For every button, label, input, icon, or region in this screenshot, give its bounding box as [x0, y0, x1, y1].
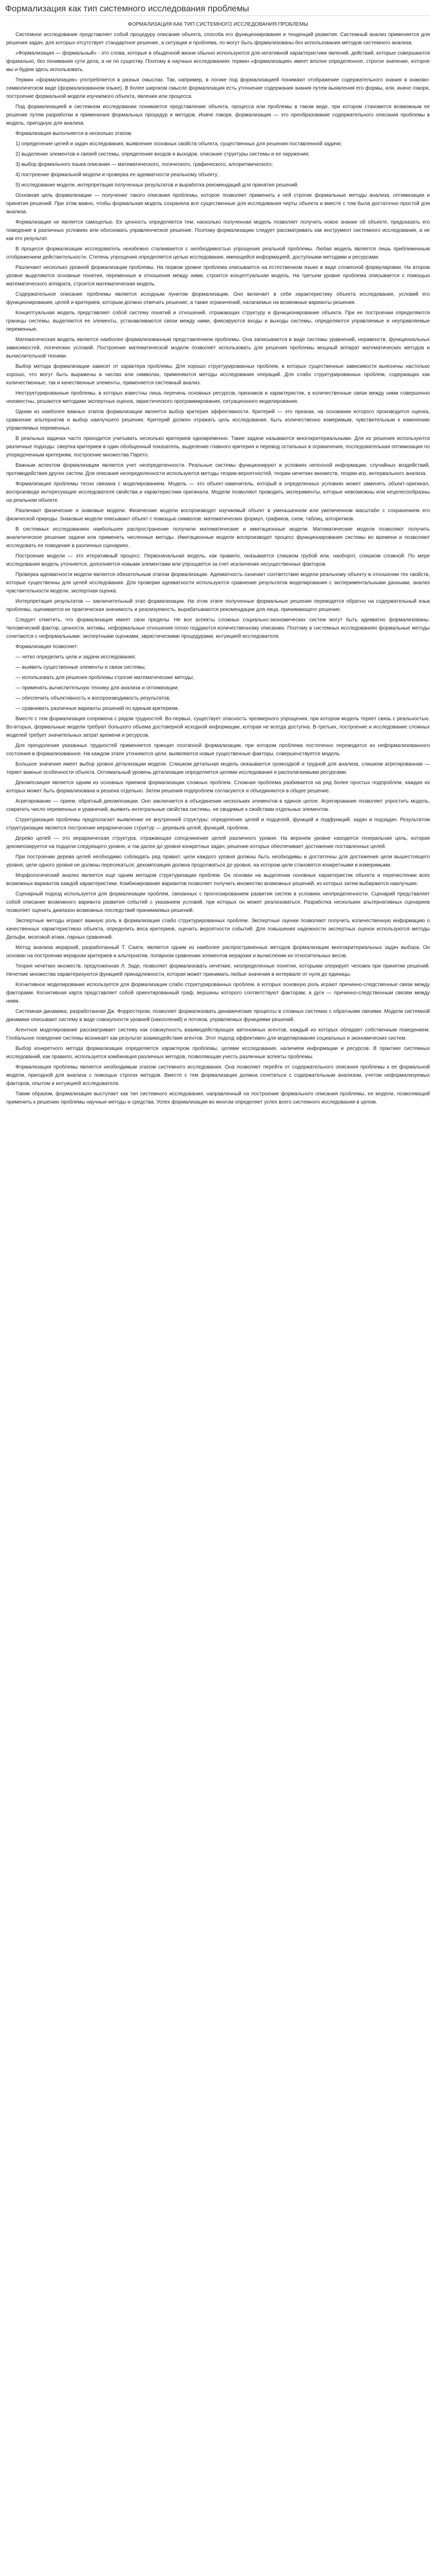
paragraph: Концептуальная модель представляет собой систему понятий и отношений, отражающих структуру и функционирование объекта. При ее построении определяются границы системы, выделяются ее элементы, устанавливаются связи между ними, фиксируются входы и выходы системы, определяются управляемые и неуправляемые переменные.: [6, 310, 430, 332]
paragraph: Агрегирование — прием, обратный декомпозиции. Оно заключается в объединении нескольких элементов в единое целое. Агрегирование позволяет упростить модель, сократить число переменных и уравнений, выявить интегральные свойства системы, не сводимые к свойствам отдельных элементов.: [6, 799, 430, 812]
paragraph: 1) определение целей и задач исследования, выявление основных свойств объекта, существенных для решения поставленной задачи;: [15, 141, 342, 147]
paragraph: Одним из наиболее важных этапов формализации является выбор критерия эффективности. Критерий — это признак, на основании которого производится оценка, сравнение альтернатив и выбор наилучшего решения. Критерий должен отражать цель исследования, быть количественно измеримым, чувствительным к изменению управляемых переменных.: [6, 409, 430, 431]
paragraph: Формализация проблемы является необходимым этапом системного исследования. Она позволяет перейти от содержательного описания проблемы к ее формальной модели, пригодной для анализа с помощью строгих методов. Вместе с тем формализация должна сочетаться с содержательным анализом, учетом неформализуемых факторов, опытом и интуицией исследователя.: [6, 1064, 430, 1087]
paragraph: Метод анализа иерархий, разработанный Т. Саати, является одним из наиболее распространенных методов формализации многокритериальных задач выбора. Он основан на построении иерархии критериев и альтернатив, попарном сравнении элементов иерархии и вычислении их относительных весов.: [6, 945, 430, 959]
paragraph: Следует отметить, что формализация имеет свои пределы. Не все аспекты сложных социально-экономических систем могут быть адекватно формализованы. Человеческий фактор, ценности, мотивы, неформальные отношения плохо поддаются количественному описанию. Поэтому в системных исследованиях формальные методы сочетаются с неформальными: экспертными оценками, эвристическими процедурами, интуицией исследователя.: [6, 617, 430, 639]
paragraph: Формализация проблемы тесно связана с моделированием. Модель — это объект-заменитель, который в определенных условиях может заменять объект-оригинал, воспроизводя интересующие исследователя свойства и характеристики оригинала. Модели позволяют проводить эксперименты, которые невозможны или нецелесообразны на реальном объекте.: [6, 481, 430, 503]
paragraph: Неструктурированные проблемы, в которых известны лишь перечень основных ресурсов, признаков и характеристик, а количественные связи между ними совершенно неизвестны, решаются методами экспертных оценок, эвристического программирования, ситуационного моделирования.: [6, 391, 430, 404]
paragraph: Морфологический анализ является еще одним методом структуризации проблем. Он основан на выделении основных характеристик объекта и перечислении всех возможных вариантов каждой характеристики. Комбинирование вариантов позволяет получить множество возможных решений, из которых затем выбираются наилучшие.: [6, 873, 430, 887]
paragraph: В системных исследованиях наибольшее распространение получили математические и имитационные модели. Математические модели позволяют получить аналитическое решение задачи или применить численные методы. Имитационные модели воспроизводят процесс функционирования системы во времени и позволяют исследовать ее поведение в различных сценариях.: [6, 527, 430, 549]
paragraph: — четко определить цели и задачи исследования;: [15, 654, 136, 660]
paragraph-list: [6, 31, 430, 1107]
paragraph: Различают физические и знаковые модели. Физические модели воспроизводят изучаемый объект в уменьшенном или увеличенном масштабе с сохранением его физической природы. Знаковые модели описывают объект с помощью символов: математических формул, графиков, схем, таблиц, алгоритмов.: [6, 508, 430, 522]
paragraph: Вместе с тем формализация сопряжена с рядом трудностей. Во-первых, существует опасность чрезмерного упрощения, при котором модель теряет связь с реальностью. Во-вторых, формальные модели требуют большого объема достоверной исходной информации, которая не всегда доступна. В-третьих, построение и исследование сложных моделей требует значительных затрат времени и ресурсов.: [6, 716, 430, 738]
title-divider: [5, 15, 430, 16]
paragraph: Основная цель формализации — получение такого описания проблемы, которое позволяет применить к ней строгие формальные методы анализа, оптимизации и принятия решений. При этом важно, чтобы формальная модель сохраняла все существенные для исследования черты объекта и вместе с тем была достаточно простой для анализа.: [6, 193, 430, 215]
paragraph: 2) выделение элементов и связей системы, определение входов и выходов, описание структуры системы и ее окружения;: [15, 151, 310, 157]
paragraph: Различают несколько уровней формализации проблемы. На первом уровне проблема описывается на естественном языке в виде словесной формулировки. На втором уровне выделяются основные понятия, переменные и отношения между ними, строится концептуальная модель. На третьем уровне проблема описывается с помощью математического аппарата, строится математическая модель.: [6, 265, 430, 287]
paragraph: Когнитивное моделирование используется для формализации слабо структурированных проблем, в которых основную роль играют причинно-следственные связи между факторами. Когнитивная карта представляет собой ориентированный граф, вершины которого соответствуют факторам, а дуги — причинно-следственным связям между ними.: [6, 982, 430, 1004]
paragraph: Выбор метода формализации зависит от характера проблемы. Для хорошо структурированных проблем, в которых существенные зависимости выяснены настолько хорошо, что могут быть выражены в числах или символах, применяются методы исследования операций. Для слабо структурированных проблем, содержащих как количественные, так и качественные элементы, применяется системный анализ.: [6, 364, 430, 386]
paragraph: Большое значение имеет выбор уровня детализации модели. Слишком детальная модель оказывается громоздкой и трудной для анализа, слишком агрегированная — теряет важные особенности объекта. Оптимальный уровень детализации определяется целями исследования и располагаемыми ресурсами.: [6, 761, 430, 775]
paragraph: Проверка адекватности модели является обязательным этапом формализации. Адекватность означает соответствие модели реальному объекту в отношении тех свойств, которые существенны для целей исследования. Для проверки адекватности используются сравнение результатов моделирования с экспериментальными данными, анализ чувствительности модели, экспертная оценка.: [6, 572, 430, 594]
page-title: Формализация как тип системного исследования проблемы: [5, 4, 249, 13]
paragraph: — выявить существенные элементы и связи системы;: [15, 665, 146, 670]
paragraph: Под формализацией в системном исследовании понимается представление объекта, процесса или проблемы в таком виде, при котором становится возможным ее решение путем разработки и применения формальных процедур и методов. Иначе говоря, формализация — это преобразование содержательного описания проблемы в модель, пригодную для анализа.: [6, 104, 430, 126]
paragraph: В процессе формализации исследователь неизбежно сталкивается с необходимостью упрощения реальной проблемы. Любая модель является лишь приближенным отображением действительности. Степень упрощения определяется целью исследования, имеющейся информацией, доступными методами и ресурсами.: [6, 246, 430, 260]
article-body: [6, 21, 430, 1109]
paragraph: Экспертные методы играют важную роль в формализации слабо структурированных проблем. Экспертные оценки позволяют получить количественную информацию о качественных характеристиках объекта, определить веса критериев, оценить вероятности событий. Для повышения надежности экспертных оценок используются методы Дельфи, мозговой атаки, парных сравнений.: [6, 918, 430, 940]
paragraph: Теория нечетких множеств, предложенная Л. Заде, позволяет формализовать нечеткие, неопределенные понятия, которыми оперирует человек при принятии решений. Нечеткие множества характеризуются функцией принадлежности, которая может принимать любые значения в интервале от нуля до единицы.: [6, 963, 430, 977]
paragraph: 5) исследование модели, интерпретация полученных результатов и выработка рекомендаций для принятия решений.: [15, 182, 299, 188]
paragraph: При построении дерева целей необходимо соблюдать ряд правил: цели каждого уровня должны быть необходимы и достаточны для достижения цели вышестоящего уровня; цели одного уровня не должны пересекаться; декомпозиция должна продолжаться до уровня, на котором цели становятся конкретными и измеримыми.: [6, 854, 430, 868]
paragraph: Построение модели — это итеративный процесс. Первоначальная модель, как правило, оказывается слишком грубой или, наоборот, слишком сложной. По мере исследования модель уточняется, дополняется новыми элементами или упрощается за счет исключения несущественных факторов.: [6, 553, 430, 567]
paragraph: Интерпретация результатов — заключительный этап формализации. На этом этапе полученные формальные решения переводятся обратно на содержательный язык проблемы, оценивается их практическая значимость и реализуемость, вырабатываются рекомендации для лица, принимающего решение.: [6, 599, 430, 613]
paragraph: 3) выбор формального языка описания — математического, логического, графического, алгоритмического;: [15, 162, 273, 167]
paragraph: — применять вычислительную технику для анализа и оптимизации;: [15, 685, 179, 691]
paragraph: Дерево целей — это иерархическая структура, отражающая соподчинение целей различного уровня. На верхнем уровне находится генеральная цель, которая декомпозируется на подцели следующего уровня, и так далее до уровня конкретных задач, решение которых обеспечивает достижение поставленных целей.: [6, 836, 430, 850]
paragraph: Термин «формализация» употребляется в разных смыслах. Так, например, в логике под формализацией понимают отображение содержательного знания в знаково-символическом виде (формализованном языке). В более широком смысле формализация есть уточнение содержания знания путем выявления его формы, или, иначе говоря, построение формальной модели изучаемого объекта, явления или процесса.: [6, 77, 430, 99]
paragraph: Агентное моделирование рассматривает систему как совокупность взаимодействующих автономных агентов, каждый из которых обладает собственным поведением. Глобальное поведение системы возникает как результат взаимодействия агентов. Этот подход эффективен для моделирования социальных и экономических систем.: [6, 1027, 430, 1041]
paragraph: Важным аспектом формализации является учет неопределенности. Реальные системы функционируют в условиях неполной информации, случайных воздействий, противодействия других систем. Для описания неопределенности используются методы теории вероятностей, теории нечетких множеств, теории игр, интервального анализа.: [6, 463, 430, 477]
paragraph: — обеспечить объективность и воспроизводимость результатов;: [15, 696, 171, 701]
paragraph: Выбор конкретного метода формализации определяется характером проблемы, целями исследования, наличием информации и ресурсов. В практике системных исследований, как правило, используется комбинация различных методов, позволяющая учесть различные аспекты проблемы.: [6, 1046, 430, 1060]
paragraph: Системное исследование представляет собой процедуру описания объекта, способа его функционирования и тенденций развития. Системный анализ применяется для решения задач, для которых отсутствует стандартное решение, а ситуация и проблема, по могут быть формализованы без использования методов системного анализа.: [6, 32, 430, 46]
paragraph: Содержательное описание проблемы является исходным пунктом формализации. Оно включает в себя характеристику объекта исследования, условий его функционирования, целей и критериев, которым должно отвечать решение, а также ограничений, налагаемых на возможные варианты решения.: [6, 292, 430, 306]
paragraph: Декомпозиция является одним из основных приемов формализации сложных проблем. Сложная проблема разбивается на ряд более простых подпроблем, каждая из которых может быть формализована и решена отдельно. Затем решения подпроблем согласуются и объединяются в общее решение.: [6, 780, 430, 794]
paragraph: Формализация не является самоцелью. Ее ценность определяется тем, насколько полученная модель позволяет получить новое знание об объекте, предсказать его поведение в различных условиях или обосновать управленческое решение. Поэтому формализацию следует рассматривать как инструмент системного исследования, а не как его результат.: [6, 219, 430, 242]
paragraph: Формализация позволяет:: [15, 644, 79, 650]
article-heading: ФОРМАЛИЗАЦИЯ КАК ТИП СИСТЕМНОГО ИССЛЕДОВАНИЯ ПРОБЛЕМЫ: [128, 22, 308, 27]
paragraph: В реальных задачах часто приходится учитывать несколько критериев одновременно. Такие задачи называются многокритериальными. Для их решения используются различные подходы: свертка критериев в один обобщенный показатель, выделение главного критерия и перевод остальных в ограничения, последовательная оптимизация по упорядоченным критериям, построение множества Парето.: [6, 436, 430, 458]
paragraph: «Формализация — формальный» - это слова, которые в обыденной жизни обычно используются для негативной характеристики явлений, действий, которые совершаются формально, без понимания сути дела, а не по существу. Поэтому в научных исследованиях термин «формализация» имеет вполне определенное, строгое значение, которое мы и будем здесь использовать.: [6, 50, 430, 73]
paragraph: Сценарный подход используется для формализации проблем, связанных с прогнозированием развития систем в условиях неопределенности. Сценарий представляет собой описание возможного варианта развития событий с указанием условий, при которых он может реализоваться. Разработка нескольких альтернативных сценариев позволяет оценить диапазон возможных последствий принимаемых решений.: [6, 891, 430, 913]
paragraph: 4) построение формальной модели и проверка ее адекватности реальному объекту;: [15, 172, 219, 178]
paragraph: Математическая модель является наиболее формализованным представлением проблемы. Она записывается в виде системы уравнений, неравенств, функциональных зависимостей, логических условий. Построение математической модели позволяет использовать для решения проблемы мощный аппарат математических методов и вычислительной техники.: [6, 337, 430, 359]
paragraph: — сравнивать различные варианты решений по единым критериям.: [15, 706, 179, 711]
paragraph: Системная динамика, разработанная Дж. Форрестером, позволяет формализовать динамические процессы в сложных системах с обратными связями. Модели системной динамики описывают систему в виде совокупности уровней (накоплений) и потоков, управляемых функциями решений.: [6, 1009, 430, 1023]
paragraph: Для преодоления указанных трудностей применяется принцип поэтапной формализации, при котором проблема постепенно переводится из неформализованного состояния в формализованное. На каждом этапе уточняются цели, выявляются новые существенные факторы, совершенствуется модель.: [6, 743, 430, 757]
paragraph: Таким образом, формализация выступает как тип системного исследования, направленный на построение формального описания проблемы, ее модели, позволяющей применить к решению проблемы научные методы и средства. Успех формализации во многом определяет успех всего системного исследования в целом.: [6, 1091, 430, 1105]
paragraph: Структуризация проблемы предполагает выявление ее внутренней структуры: определение целей и подцелей, функций и подфункций, задач и подзадач. Результатом структуризации является построение иерархических структур — деревьев целей, функций, проблем.: [6, 817, 430, 831]
paragraph: Формализация выполняется в несколько этапов:: [15, 131, 133, 137]
paragraph: — использовать для решения проблемы строгие математические методы;: [15, 675, 194, 681]
